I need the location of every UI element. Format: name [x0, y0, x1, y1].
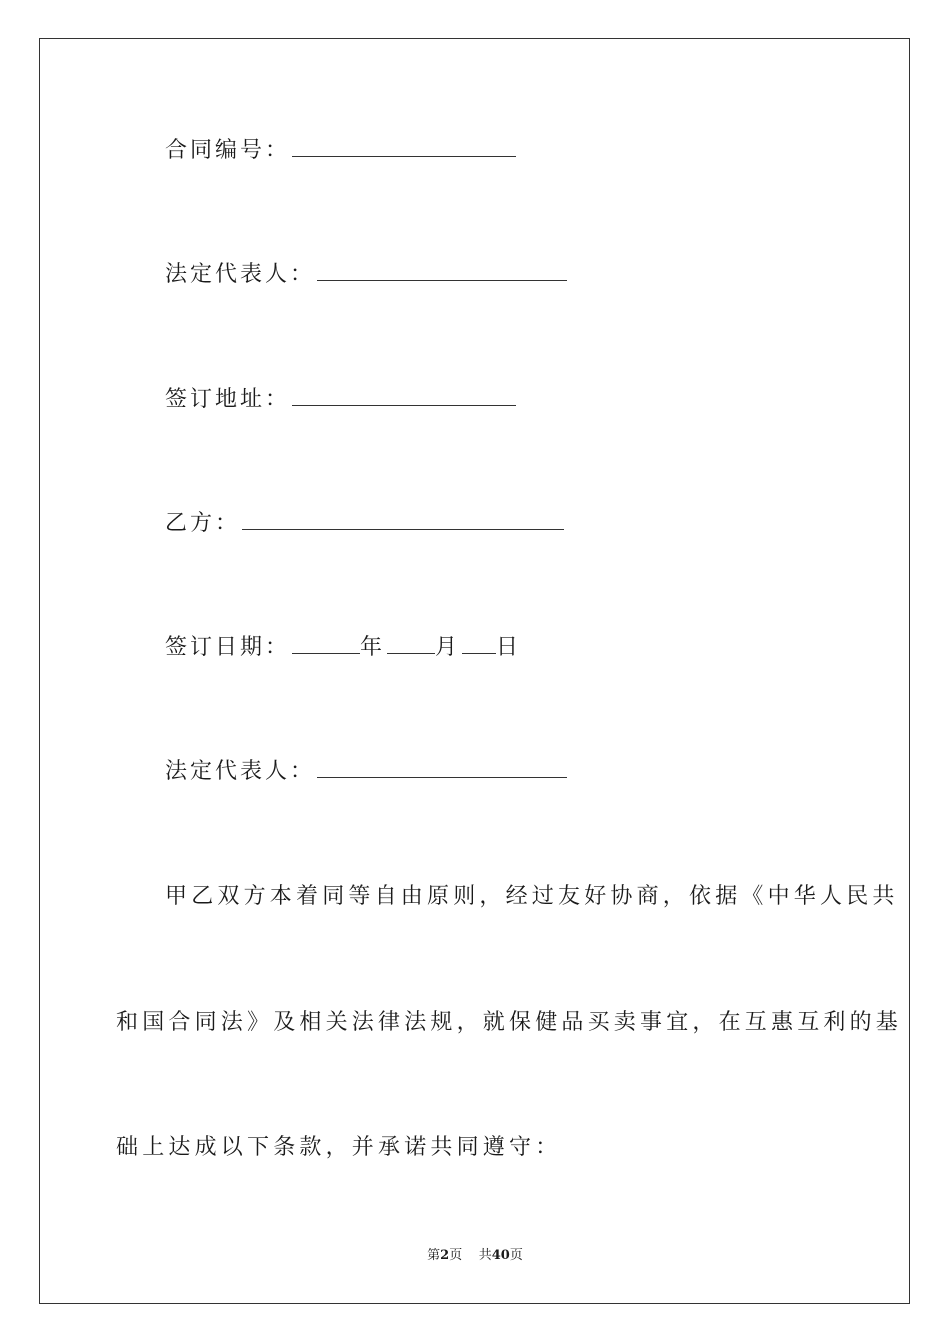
year-blank[interactable]	[292, 633, 360, 654]
legal-representative-label-2: 法定代表人：	[165, 759, 316, 784]
page-border	[39, 38, 910, 1304]
paragraph-line-1: 甲乙双方本着同等自由原则，经过友好协商，依据《中华人民共	[165, 884, 899, 909]
legal-representative-blank-2[interactable]	[317, 757, 567, 778]
footer-prefix: 第	[427, 1248, 441, 1263]
contract-number-label: 合同编号：	[165, 138, 291, 163]
total-page-count: 40	[491, 1248, 510, 1263]
contract-number-field	[165, 136, 516, 166]
footer-total-prefix: 共	[478, 1248, 492, 1263]
party-b-blank[interactable]	[242, 509, 564, 530]
party-b-label: 乙方：	[165, 511, 241, 536]
paragraph-line-3: 础上达成以下条款，并承诺共同遵守：	[116, 1135, 562, 1160]
contract-number-blank[interactable]	[292, 136, 516, 157]
footer-page-suffix: 页	[449, 1248, 463, 1263]
signing-date-label: 签订日期：	[165, 635, 291, 660]
paragraph-line-2: 和国合同法》及相关法律法规，就保健品买卖事宜，在互惠互利的基	[116, 1010, 903, 1035]
current-page-number: 2	[440, 1248, 450, 1263]
day-blank[interactable]	[462, 633, 496, 654]
signing-address-blank[interactable]	[292, 385, 516, 406]
legal-representative-label-1: 法定代表人：	[165, 262, 316, 287]
legal-representative-field-1	[165, 260, 567, 290]
month-blank[interactable]	[387, 633, 435, 654]
signing-date-field	[165, 633, 521, 663]
footer-total-suffix: 页	[509, 1248, 523, 1263]
signing-address-label: 签订地址：	[165, 387, 291, 412]
party-b-field	[165, 509, 564, 539]
legal-representative-blank-1[interactable]	[317, 260, 567, 281]
signing-address-field	[165, 385, 516, 415]
year-label: 年	[360, 635, 386, 660]
page-footer	[0, 1246, 950, 1266]
month-label: 月	[435, 635, 461, 660]
day-label: 日	[496, 635, 522, 660]
legal-representative-field-2	[165, 757, 567, 787]
